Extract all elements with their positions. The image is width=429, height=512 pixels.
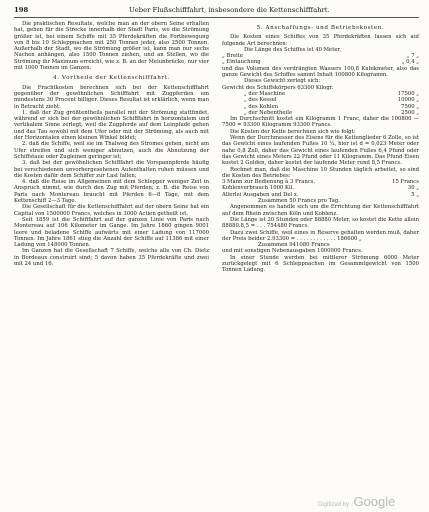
paragraph: Im Ganzen hat die Gesellschaft 7 Schiffe, welche alle von Ch. Dietz in Bordeaux construirt sind; 5 davon haben 35 Pferdekräfte und zwei mit 24 und 16. (14, 248, 209, 267)
row-value: 5 „ (411, 191, 419, 198)
paragraph: 3. daß bei der gewöhnlichen Schifffahrt die Vorspannpferde häufig bei verschiedenen unvorhergesehenen Aufenthalten ruhen müssen und die Kosten dafür dem Schiffer zur Last fallen; (14, 160, 209, 179)
page-number: 198 (14, 6, 29, 14)
row-value: 15 Francs (392, 179, 419, 186)
paragraph: und mit sonstigen Nebenausgaben 1000000 Francs. (222, 248, 363, 255)
paragraph: Dazu zwei Schiffe, weil eines in Reserve gehalten werden muß, daher der Preis beider 2.93300 = . . . . . . . . . . . . 186600 „ (222, 229, 419, 242)
row-label: Gewicht des Schiffskörpers 63300 Kilogr. (222, 84, 334, 91)
running-title: Ueber Flußschifffahrt, insbesondere die Kettenschifffahrt. (129, 6, 330, 14)
row-label: „ Eintauchung (222, 59, 261, 66)
row-label: „ des Kessel (244, 97, 277, 104)
section-heading: 5. Anschaffungs- und Betriebskosten. (256, 25, 385, 31)
paragraph: Dieses Gewicht zerlegt sich: (244, 78, 321, 85)
row-value: 2500 „ (401, 109, 419, 116)
section-heading: 4. Vortheile der Kettenschifffahrt. (53, 75, 170, 82)
row-value: 17500 „ (397, 90, 419, 97)
paragraph: In einer Stunde werden bei mittlerer Strömung 6000 Meter zurückgelegt mit 6 Schleppnachen im Gesammtgewicht von 1500 Tonnen Ladung. (222, 254, 419, 274)
row-value: 7500 „ (401, 103, 419, 110)
paragraph: Die Gesellschaft für die Kettenschifffahrt auf der obern Seine hat ein Capital von 1500000 Francs, welches in 3000 Actien getheilt ist. (14, 204, 209, 217)
paragraph: Die Frachtkosten berechnen sich bei der Kettenschifffahrt gegenüber der gewöhnlichen Schifffahrt mit Zugpferden um mindestens 30 Procent billiger. Dieses Resultat ist erklärlich, wenn man in Betracht zieht: (14, 84, 209, 110)
row-label: „ des Kohlen (244, 103, 279, 110)
paragraph: Die Länge ist 20 Stunden oder 88880 Meter, so kostet die Kette allein 88880.8,5 = . . . 754480 Francs. (222, 216, 419, 230)
paragraph: 1. daß der Zug größtentheils parallel mit der Strömung stattfindet, während er sich bei der gewöhnlichen Schifffahrt in horizontalem und vertikalem Sinne zerlegt, weil die Zugpferde auf dem Leinpfade gehen und das Tau sowohl mit dem Ufer oder mit der Strömung, als auch mit der Horizontalen einen kleinen Winkel bildet; (14, 109, 209, 142)
row-label: Allerlei Ausgaben und Del x. (222, 191, 299, 198)
row-label: Kohlenverbrauch 1000 Kil. (222, 185, 295, 192)
paragraph: Die praktischen Resultate, welche man an der obern Seine erhalten hat, gehen für die Strecke innerhalb der Stadt Paris, wo die Strömung größer ist, bei einem Schiffe mit 35 Pferdekräften die Fortbewegung von 8 bis 10 Schleppnachen mit 250 Tonnen jeder, also 2500 Tonnen. Außerhalb der Stadt, wo die Strömung größer ist, kann man nur sechs Nachen anhängen, also 1500 Tonnen ziehen, und an Stellen, wo die Strömung ihr Maximum erreicht, wie z. B. an der Melunbrücke, nur vier mit 1000 Tonnen im Ganzen. (14, 21, 209, 72)
watermark-prefix: Digitized by (318, 502, 350, 508)
paragraph: 4. daß die Reise im Allgemeinen mit dem Schlepper weniger Zeit in Anspruch nimmt, wie durch den Zug mit Pferden; z. B. die Reise von Paris nach Montereau braucht mit Pferden 6—8 Tage, mit dem Kettenschiff 2—3 Tage. (14, 179, 209, 205)
total-line: Zusammen 941080 Francs (258, 242, 330, 249)
row-label: „ Breite (222, 53, 243, 60)
row-value: 10000 „ (397, 97, 419, 104)
paragraph: Die Länge des Schiffes ist 40 Meter, (244, 46, 342, 53)
google-watermark (318, 493, 395, 511)
google-logo: Google (353, 494, 396, 509)
running-header (14, 6, 419, 18)
left-column (14, 21, 209, 267)
paragraph: Die Kosten der Kette berechnen sich wie folgt: (230, 128, 356, 135)
paragraph: Die Kosten eines Schiffes von 35 Pferdekräften lassen sich auf folgende Art berechnen: (222, 34, 419, 47)
paragraph: Wenn der Durchmesser des Eisens für die Kettenglieder 6 Zolle, so ist das Gewicht eines laufenden Fußes 10 ¼, hier ist d = 0,023 Meter oder nahe 0,8 Zoll, daher das Gewicht eines laufenden Fußes 6,4 Pfund oder das Gewicht eines Meters 22 Pfund oder 11 Kilogramm. Das Pfund Eisen kostet 2 Gulden, daher kostet der laufende Meter rund 8,5 Francs. (222, 135, 419, 167)
right-column (222, 21, 419, 274)
paragraph: Rechnet man, daß die Maschine 10 Stunden täglich arbeitet, so sind die Kosten des Betriebes: (222, 166, 419, 179)
row-value: 30 „ (407, 185, 419, 192)
paragraph: und das Volumen des verdrängten Wassers 100,8 Kubikmeter, also das ganze Gewicht des Schiffes sammt Inhalt 100800 Kilogramm. (222, 65, 419, 79)
paragraph: Angenommen es handle sich um die Errichtung der Kettenschifffahrt auf dem Rhein zwischen Köln und Koblenz. (222, 204, 419, 217)
paragraph: Im Durchschnitt kostet ein Kilogramm 1 Franc, daher die 100800 — 7500 = 93300 Kilogramm 93300 Francs. (222, 116, 419, 129)
total-line: Zusammen 50 Francs pro Tag. (258, 198, 340, 205)
paragraph: 2. daß die Schiffe, weil sie im Thalweg des Stromes gehen, nicht am Ufer streifen und sich weniger abnutzen, auch die Abnutzung der Schiffstaue oder Zugleinen geringer ist; (14, 141, 209, 160)
paragraph: Seit 1859 ist die Schifffahrt auf der ganzen Linie von Paris nach Montereau auf 106 Kilometer im Gange. Im Jahre 1860 gingen 9001 leere und beladene Schiffe aufwärts mit einer Ladung von 117000 Tonnen. Im Jahre 1861 stieg die Anzahl der Schiffe auf 11386 mit einer Ladung von 148000 Tonnen. (14, 216, 209, 249)
row-label: 3 Mann zur Bedienung à 3 Francs. (222, 179, 316, 186)
row-label: „ der Nebentheile (244, 109, 293, 116)
row-label: „ der Maschine (244, 90, 286, 97)
row-value: „ 0,4 „ (401, 59, 419, 66)
row-value: „ 7 „ (406, 53, 419, 60)
